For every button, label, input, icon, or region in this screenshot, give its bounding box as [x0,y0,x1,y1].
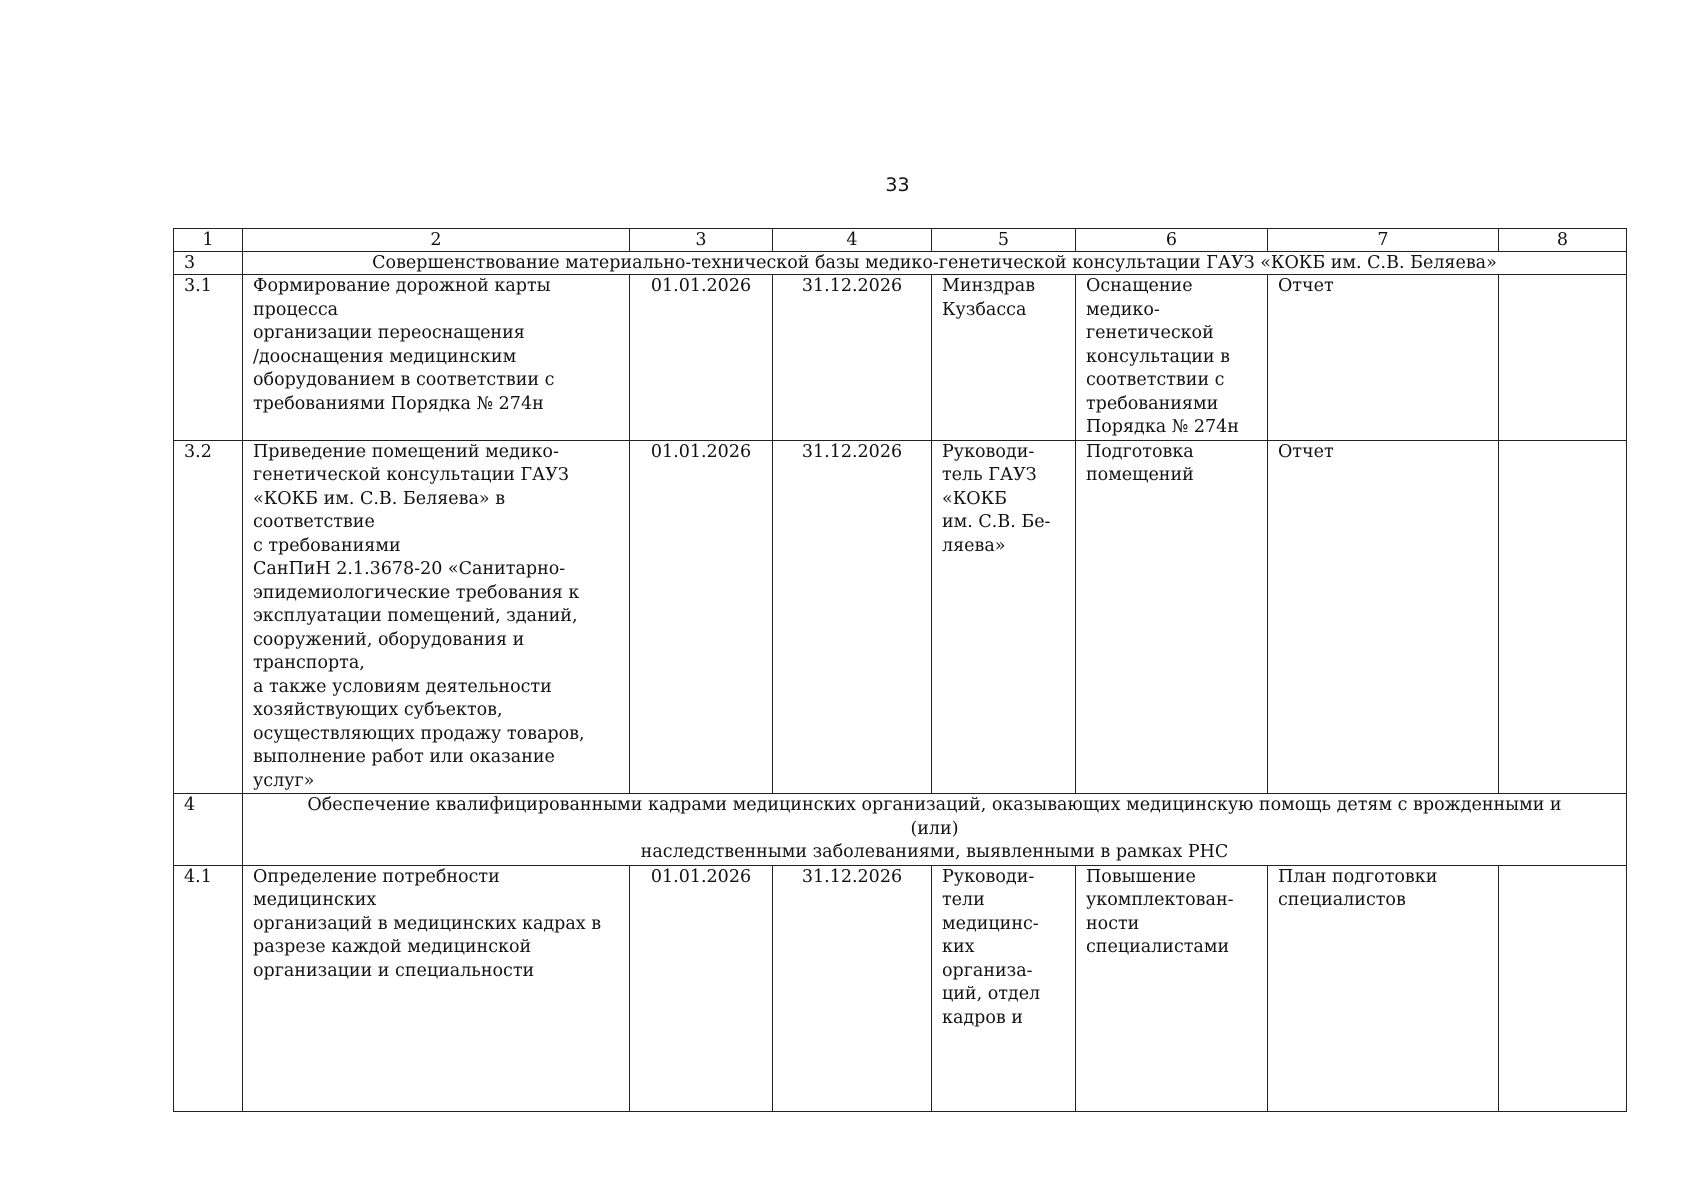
document-cell: Отчет [1268,440,1499,794]
column-header: 1 [174,229,243,252]
section-number: 3 [174,252,243,275]
note-cell [1499,865,1627,1111]
table-row [174,440,1627,794]
column-header: 5 [932,229,1076,252]
start-date-cell: 01.01.2026 [630,275,773,441]
measure-cell: Приведение помещений медико- генетической консультации ГАУЗ «КОКБ им. С.В. Беляева» в соответствие с требованиями СанПиН 2.1.3678-20 «Санитарно- эпидемиологические требования к эксплуатации помещений, зданий, сооружений, оборудования и транспорта, а также условиям деятельности хозяйствующих субъектов, осуществляющих продажу товаров, выполнение работ или оказание услуг» [243,440,630,794]
column-header: 8 [1499,229,1627,252]
page-number: 33 [885,174,910,196]
end-date-cell: 31.12.2026 [773,865,932,1111]
column-header: 4 [773,229,932,252]
row-number: 3.1 [174,275,243,441]
responsible-cell: Руководи- тели медицинс- ких организа- ций, отдел кадров и [932,865,1076,1111]
row-number: 3.2 [174,440,243,794]
start-date-cell: 01.01.2026 [630,440,773,794]
column-number-row [174,229,1627,252]
responsible-cell: Минздрав Кузбасса [932,275,1076,441]
result-cell: Подготовка помещений [1076,440,1268,794]
note-cell [1499,275,1627,441]
end-date-cell: 31.12.2026 [773,440,932,794]
column-header: 2 [243,229,630,252]
result-cell: Повышение укомплектован- ности специалистами [1076,865,1268,1111]
measure-cell: Определение потребности медицинских организаций в медицинских кадрах в разрезе каждой медицинской организации и специальности [243,865,630,1111]
table-row [174,865,1627,1111]
result-cell: Оснащение медико- генетической консультации в соответствии с требованиями Порядка № 274н [1076,275,1268,441]
responsible-cell: Руководи- тель ГАУЗ «КОКБ им. С.В. Бе- ляева» [932,440,1076,794]
document-cell: Отчет [1268,275,1499,441]
section-title: Совершенствование материально-технической базы медико-генетической консультации ГАУЗ «КОКБ им. С.В. Беляева» [243,252,1627,275]
note-cell [1499,440,1627,794]
row-number: 4.1 [174,865,243,1111]
section-row [174,794,1627,866]
column-header: 6 [1076,229,1268,252]
action-plan-table [173,228,1627,1112]
measure-cell: Формирование дорожной карты процесса организации переоснащения /дооснащения медицинским оборудованием в соответствии с требованиями Порядка № 274н [243,275,630,441]
section-row [174,252,1627,275]
document-cell: План подготовки специалистов [1268,865,1499,1111]
column-header: 7 [1268,229,1499,252]
section-number: 4 [174,794,243,866]
start-date-cell: 01.01.2026 [630,865,773,1111]
table-row [174,275,1627,441]
end-date-cell: 31.12.2026 [773,275,932,441]
section-title: Обеспечение квалифицированными кадрами медицинских организаций, оказывающих медицинскую помощь детям с врожденными и (или) наследственными заболеваниями, выявленными в рамках РНС [243,794,1627,866]
column-header: 3 [630,229,773,252]
